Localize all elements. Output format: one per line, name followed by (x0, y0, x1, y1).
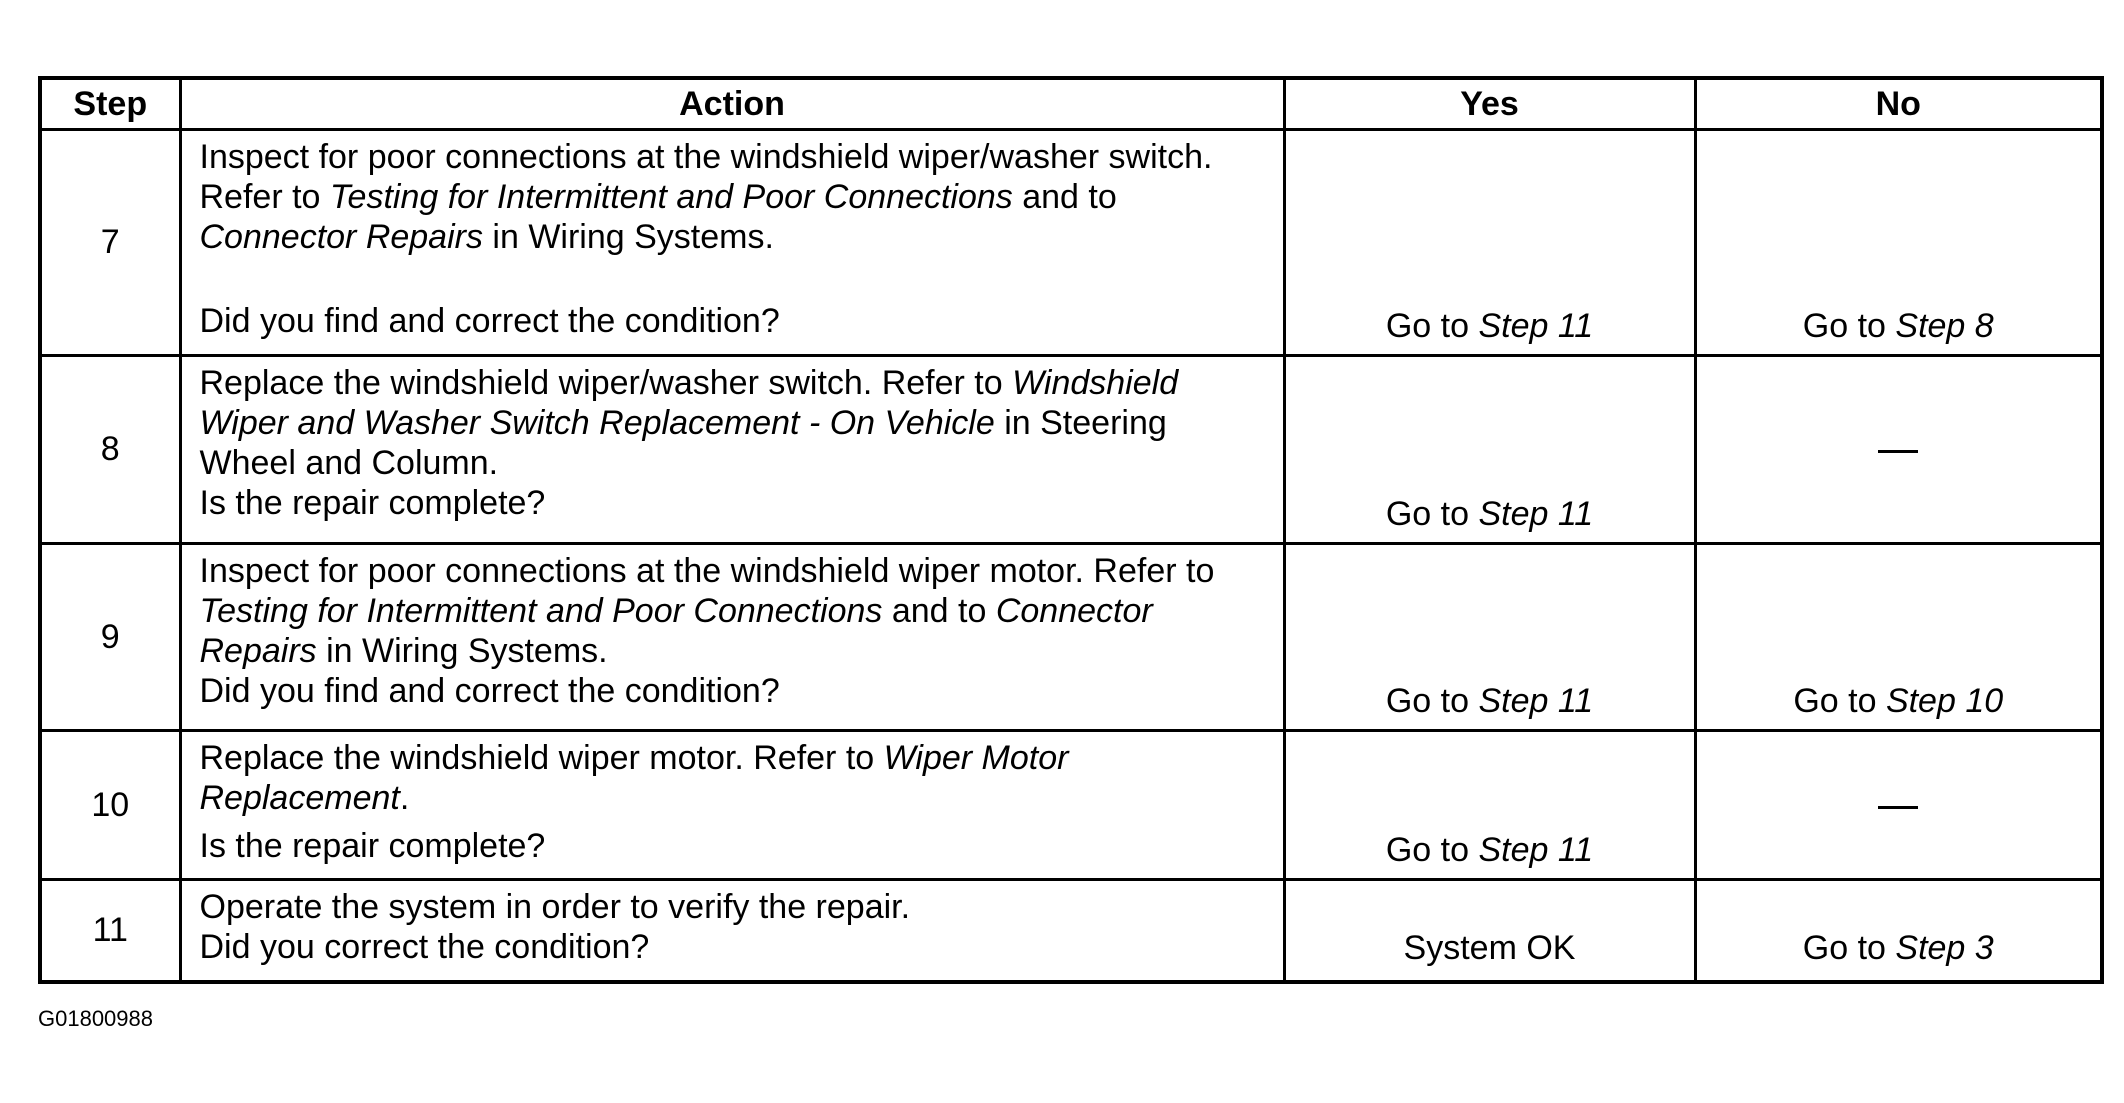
dash-mark (1878, 450, 1918, 453)
yes-result (1284, 130, 1695, 356)
no-result (1695, 130, 2102, 356)
text-run: Go to (1802, 928, 1896, 967)
table-row (40, 130, 2102, 356)
action-question: Did you correct the condition? (199, 928, 650, 966)
text-run: Go to (1802, 307, 1896, 345)
action-cell (180, 356, 1284, 544)
yes-result (1284, 544, 1695, 731)
reference-text: Connector Repairs (199, 592, 1153, 670)
action-cell (180, 731, 1284, 880)
yes-result (1284, 356, 1695, 544)
action-text (200, 363, 1265, 483)
text-run: Go to (1385, 682, 1479, 720)
action-text (200, 137, 1265, 257)
reference-text: Testing for Intermittent and Poor Connections (199, 592, 883, 630)
reference-text: Step 11 (1478, 682, 1594, 720)
text-run: Operate the system in order to verify the repair. (199, 888, 911, 926)
text-run: and to (882, 592, 996, 630)
action-cell (180, 130, 1284, 356)
step-number: 7 (40, 130, 180, 356)
header-yes: Yes (1284, 78, 1695, 130)
diagnostic-table (38, 76, 2104, 984)
reference-text: Step 11 (1478, 307, 1594, 345)
reference-text: Step 8 (1895, 307, 1994, 345)
action-question: Is the repair complete? (199, 827, 546, 865)
action-cell (180, 544, 1284, 731)
table-header-row (40, 78, 2102, 130)
yes-result (1284, 880, 1695, 982)
action-cell (180, 880, 1284, 982)
step-number: 9 (40, 544, 180, 731)
action-question: Did you find and correct the condition? (199, 672, 780, 710)
text-run: Replace the windshield wiper motor. Refer to (199, 739, 884, 777)
no-result (1695, 356, 2102, 544)
text-run: Go to (1385, 831, 1479, 869)
table-row (40, 731, 2102, 880)
reference-text: Connector Repairs (199, 218, 483, 256)
header-action: Action (180, 78, 1284, 130)
text-run: Inspect for poor connections at the windshield wiper/washer switch. Refer to (199, 138, 1213, 216)
text-run: and to (1012, 178, 1117, 216)
text-run: Go to (1385, 495, 1479, 533)
action-question: Is the repair complete? (199, 484, 546, 522)
no-result (1695, 880, 2102, 982)
header-step: Step (40, 78, 180, 130)
action-text (200, 887, 1265, 927)
reference-text: Step 11 (1478, 831, 1594, 869)
reference-text: Step 10 (1885, 682, 2004, 720)
text-run: System OK (1403, 928, 1576, 967)
table-row (40, 356, 2102, 544)
step-number: 11 (40, 880, 180, 982)
yes-result (1284, 731, 1695, 880)
reference-text: Testing for Intermittent and Poor Connections (329, 178, 1013, 216)
reference-text: Step 3 (1895, 928, 1994, 967)
text-run: Go to (1385, 307, 1479, 345)
table-row (40, 880, 2102, 982)
reference-text: Windshield Wiper and Washer Switch Replacement - On Vehicle (199, 364, 1179, 442)
reference-text: Wiper Motor Replacement (199, 739, 1069, 817)
action-text (200, 551, 1265, 671)
text-run: Replace the windshield wiper/washer switch. Refer to (199, 364, 1013, 402)
table-row (40, 544, 2102, 731)
text-run: Inspect for poor connections at the windshield wiper motor. Refer to (199, 552, 1215, 590)
no-result (1695, 544, 2102, 731)
figure-id: G01800988 (38, 1006, 153, 1031)
action-text (200, 738, 1265, 818)
reference-text: Step 11 (1478, 495, 1594, 533)
dash-mark (1878, 806, 1918, 809)
text-run: in Steering Wheel and Column. (199, 404, 1167, 482)
text-run: Go to (1793, 682, 1886, 720)
no-result (1695, 731, 2102, 880)
step-number: 8 (40, 356, 180, 544)
text-run: in Wiring Systems. (316, 632, 608, 670)
text-run: in Wiring Systems. (482, 218, 774, 256)
step-number: 10 (40, 731, 180, 880)
header-no: No (1695, 78, 2102, 130)
action-question: Did you find and correct the condition? (199, 302, 780, 340)
text-run: . (399, 779, 410, 817)
